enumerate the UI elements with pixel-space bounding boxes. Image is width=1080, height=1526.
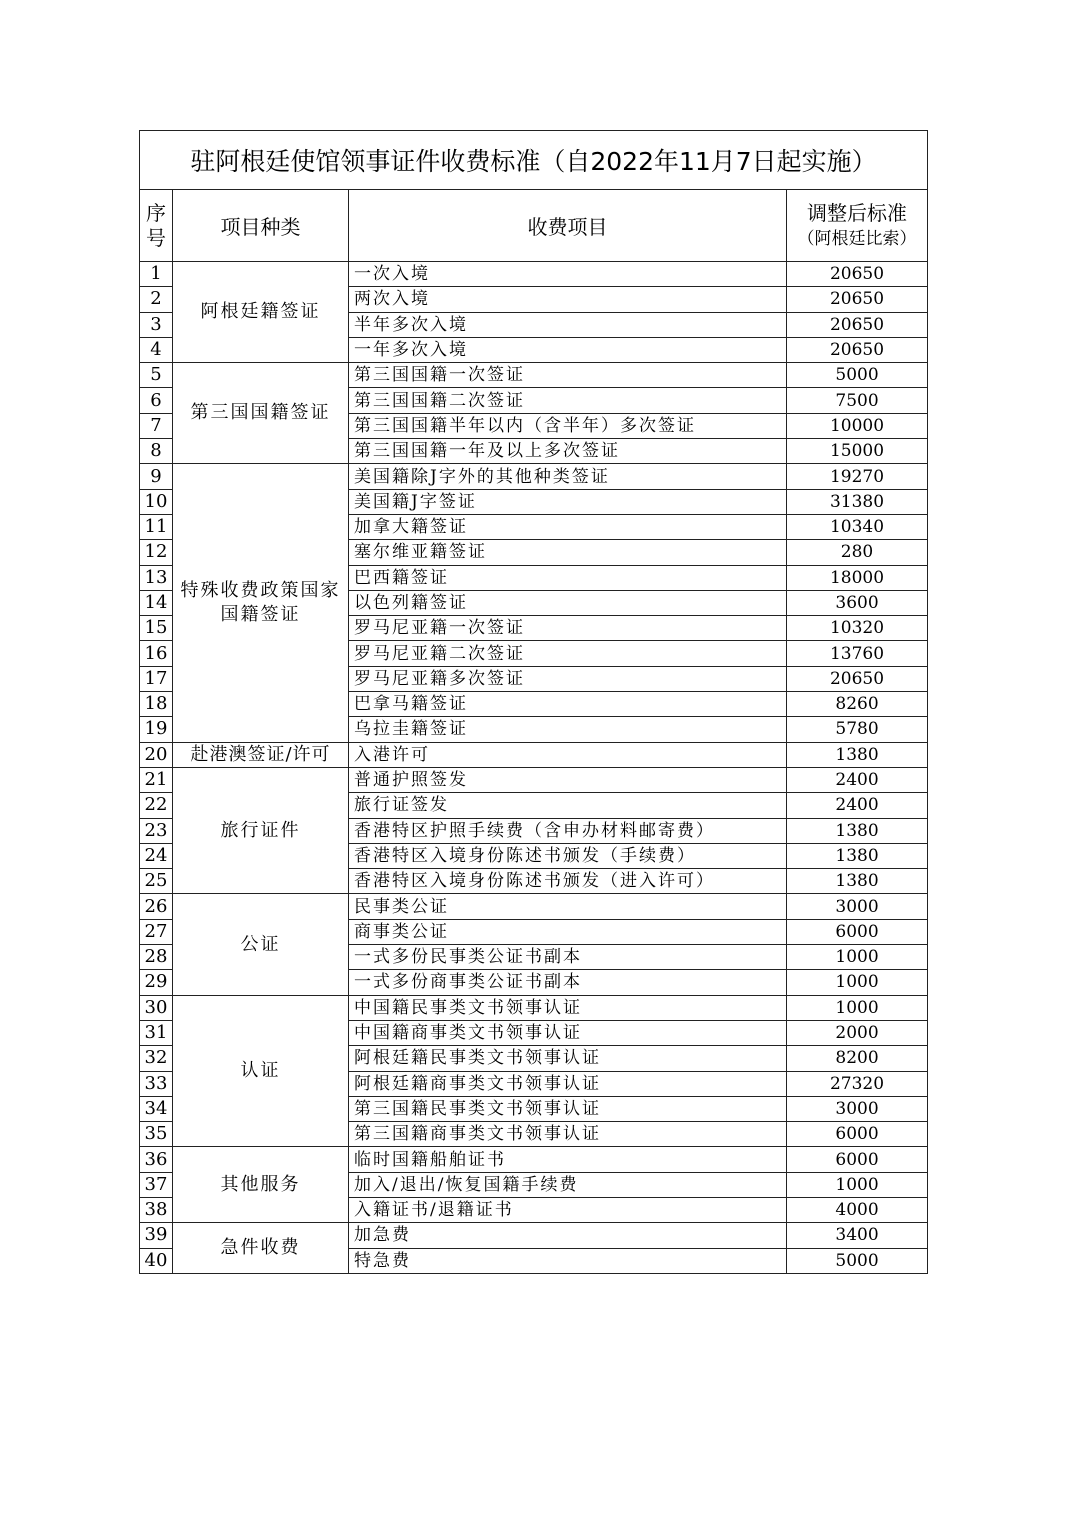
fee-item: 乌拉圭籍签证 [349, 717, 787, 742]
row-number: 16 [140, 641, 173, 666]
fee-item: 以色列籍签证 [349, 590, 787, 615]
row-number: 36 [140, 1147, 173, 1172]
fee-item: 巴西籍签证 [349, 565, 787, 590]
fee-amount: 20650 [787, 312, 928, 337]
fee-amount: 1380 [787, 742, 928, 767]
row-number: 30 [140, 995, 173, 1020]
fee-amount: 5000 [787, 363, 928, 388]
header-seq: 序号 [140, 190, 173, 262]
fee-item: 罗马尼亚籍二次签证 [349, 641, 787, 666]
fee-item: 第三国籍民事类文书领事认证 [349, 1096, 787, 1121]
fee-item: 一次入境 [349, 262, 787, 287]
table-row [140, 894, 928, 919]
fee-amount: 8200 [787, 1046, 928, 1071]
fee-amount: 19270 [787, 464, 928, 489]
fee-item: 一式多份民事类公证书副本 [349, 945, 787, 970]
table-row [140, 995, 928, 1020]
row-number: 13 [140, 565, 173, 590]
row-number: 32 [140, 1046, 173, 1071]
row-number: 1 [140, 262, 173, 287]
row-number: 33 [140, 1071, 173, 1096]
fee-item: 加急费 [349, 1223, 787, 1248]
fee-amount: 280 [787, 540, 928, 565]
fee-amount: 2400 [787, 767, 928, 792]
fee-amount: 7500 [787, 388, 928, 413]
row-number: 4 [140, 337, 173, 362]
fee-item: 中国籍商事类文书领事认证 [349, 1020, 787, 1045]
table-row [140, 1147, 928, 1172]
fee-amount: 13760 [787, 641, 928, 666]
fee-amount: 10320 [787, 616, 928, 641]
fee-amount: 5000 [787, 1248, 928, 1273]
fee-amount: 1380 [787, 843, 928, 868]
fee-amount: 1000 [787, 970, 928, 995]
category-cell: 认证 [173, 995, 349, 1147]
row-number: 8 [140, 439, 173, 464]
fee-item: 商事类公证 [349, 919, 787, 944]
category-cell: 旅行证件 [173, 767, 349, 893]
fee-item: 一年多次入境 [349, 337, 787, 362]
row-number: 35 [140, 1122, 173, 1147]
row-number: 7 [140, 413, 173, 438]
fee-item: 旅行证签发 [349, 793, 787, 818]
fee-amount: 1000 [787, 945, 928, 970]
category-cell: 公证 [173, 894, 349, 995]
fee-amount: 1000 [787, 1172, 928, 1197]
header-item: 收费项目 [349, 190, 787, 262]
fee-item: 两次入境 [349, 287, 787, 312]
fee-table-body [140, 262, 928, 1274]
fee-amount: 4000 [787, 1197, 928, 1222]
fee-item: 巴拿马籍签证 [349, 692, 787, 717]
table-row [140, 742, 928, 767]
fee-amount: 3400 [787, 1223, 928, 1248]
table-row [140, 1223, 928, 1248]
header-standard-line1: 调整后标准 [807, 200, 908, 225]
row-number: 12 [140, 540, 173, 565]
fee-item: 罗马尼亚籍多次签证 [349, 666, 787, 691]
fee-table [139, 130, 928, 1274]
fee-item: 加入/退出/恢复国籍手续费 [349, 1172, 787, 1197]
fee-amount: 20650 [787, 666, 928, 691]
row-number: 9 [140, 464, 173, 489]
fee-item: 中国籍民事类文书领事认证 [349, 995, 787, 1020]
table-row [140, 363, 928, 388]
fee-amount: 8260 [787, 692, 928, 717]
row-number: 18 [140, 692, 173, 717]
fee-item: 第三国籍商事类文书领事认证 [349, 1122, 787, 1147]
fee-item: 香港特区护照手续费（含申办材料邮寄费） [349, 818, 787, 843]
category-cell: 急件收费 [173, 1223, 349, 1274]
row-number: 25 [140, 869, 173, 894]
fee-item: 民事类公证 [349, 894, 787, 919]
row-number: 40 [140, 1248, 173, 1273]
row-number: 19 [140, 717, 173, 742]
fee-item: 第三国国籍二次签证 [349, 388, 787, 413]
fee-item: 特急费 [349, 1248, 787, 1273]
category-cell: 特殊收费政策国家国籍签证 [173, 464, 349, 742]
fee-amount: 1380 [787, 869, 928, 894]
fee-item: 半年多次入境 [349, 312, 787, 337]
table-title: 驻阿根廷使馆领事证件收费标准（自2022年11月7日起实施） [140, 131, 928, 190]
fee-item: 一式多份商事类公证书副本 [349, 970, 787, 995]
fee-amount: 20650 [787, 262, 928, 287]
fee-item: 香港特区入境身份陈述书颁发（进入许可） [349, 869, 787, 894]
fee-item: 第三国国籍半年以内（含半年）多次签证 [349, 413, 787, 438]
fee-item: 阿根廷籍商事类文书领事认证 [349, 1071, 787, 1096]
table-row [140, 262, 928, 287]
row-number: 24 [140, 843, 173, 868]
row-number: 22 [140, 793, 173, 818]
fee-item: 临时国籍船舶证书 [349, 1147, 787, 1172]
fee-amount: 1000 [787, 995, 928, 1020]
fee-amount: 3000 [787, 1096, 928, 1121]
fee-amount: 6000 [787, 1147, 928, 1172]
fee-amount: 10000 [787, 413, 928, 438]
fee-amount: 2400 [787, 793, 928, 818]
row-number: 14 [140, 590, 173, 615]
fee-item: 阿根廷籍民事类文书领事认证 [349, 1046, 787, 1071]
fee-item: 入港许可 [349, 742, 787, 767]
row-number: 2 [140, 287, 173, 312]
fee-amount: 31380 [787, 489, 928, 514]
row-number: 31 [140, 1020, 173, 1045]
row-number: 27 [140, 919, 173, 944]
row-number: 3 [140, 312, 173, 337]
row-number: 15 [140, 616, 173, 641]
fee-item: 香港特区入境身份陈述书颁发（手续费） [349, 843, 787, 868]
fee-amount: 2000 [787, 1020, 928, 1045]
fee-item: 美国籍除J字外的其他种类签证 [349, 464, 787, 489]
fee-item: 塞尔维亚籍签证 [349, 540, 787, 565]
fee-amount: 20650 [787, 287, 928, 312]
row-number: 17 [140, 666, 173, 691]
fee-amount: 6000 [787, 919, 928, 944]
row-number: 38 [140, 1197, 173, 1222]
fee-amount: 10340 [787, 514, 928, 539]
fee-amount: 18000 [787, 565, 928, 590]
table-row [140, 767, 928, 792]
row-number: 11 [140, 514, 173, 539]
fee-item: 入籍证书/退籍证书 [349, 1197, 787, 1222]
header-standard [787, 190, 928, 262]
row-number: 6 [140, 388, 173, 413]
row-number: 37 [140, 1172, 173, 1197]
header-standard-line2: （阿根廷比索） [797, 228, 917, 249]
fee-item: 第三国国籍一次签证 [349, 363, 787, 388]
row-number: 39 [140, 1223, 173, 1248]
row-number: 5 [140, 363, 173, 388]
category-cell: 其他服务 [173, 1147, 349, 1223]
fee-amount: 27320 [787, 1071, 928, 1096]
row-number: 21 [140, 767, 173, 792]
row-number: 10 [140, 489, 173, 514]
row-number: 26 [140, 894, 173, 919]
row-number: 23 [140, 818, 173, 843]
fee-amount: 3600 [787, 590, 928, 615]
header-category: 项目种类 [173, 190, 349, 262]
fee-amount: 20650 [787, 337, 928, 362]
fee-amount: 15000 [787, 439, 928, 464]
fee-amount: 6000 [787, 1122, 928, 1147]
row-number: 28 [140, 945, 173, 970]
category-cell: 阿根廷籍签证 [173, 262, 349, 363]
fee-item: 加拿大籍签证 [349, 514, 787, 539]
fee-amount: 1380 [787, 818, 928, 843]
fee-amount: 5780 [787, 717, 928, 742]
fee-item: 罗马尼亚籍一次签证 [349, 616, 787, 641]
row-number: 20 [140, 742, 173, 767]
fee-amount: 3000 [787, 894, 928, 919]
fee-item: 普通护照签发 [349, 767, 787, 792]
fee-item: 美国籍J字签证 [349, 489, 787, 514]
category-cell: 第三国国籍签证 [173, 363, 349, 464]
category-cell: 赴港澳签证/许可 [173, 742, 349, 767]
fee-item: 第三国国籍一年及以上多次签证 [349, 439, 787, 464]
table-row [140, 464, 928, 489]
row-number: 34 [140, 1096, 173, 1121]
row-number: 29 [140, 970, 173, 995]
